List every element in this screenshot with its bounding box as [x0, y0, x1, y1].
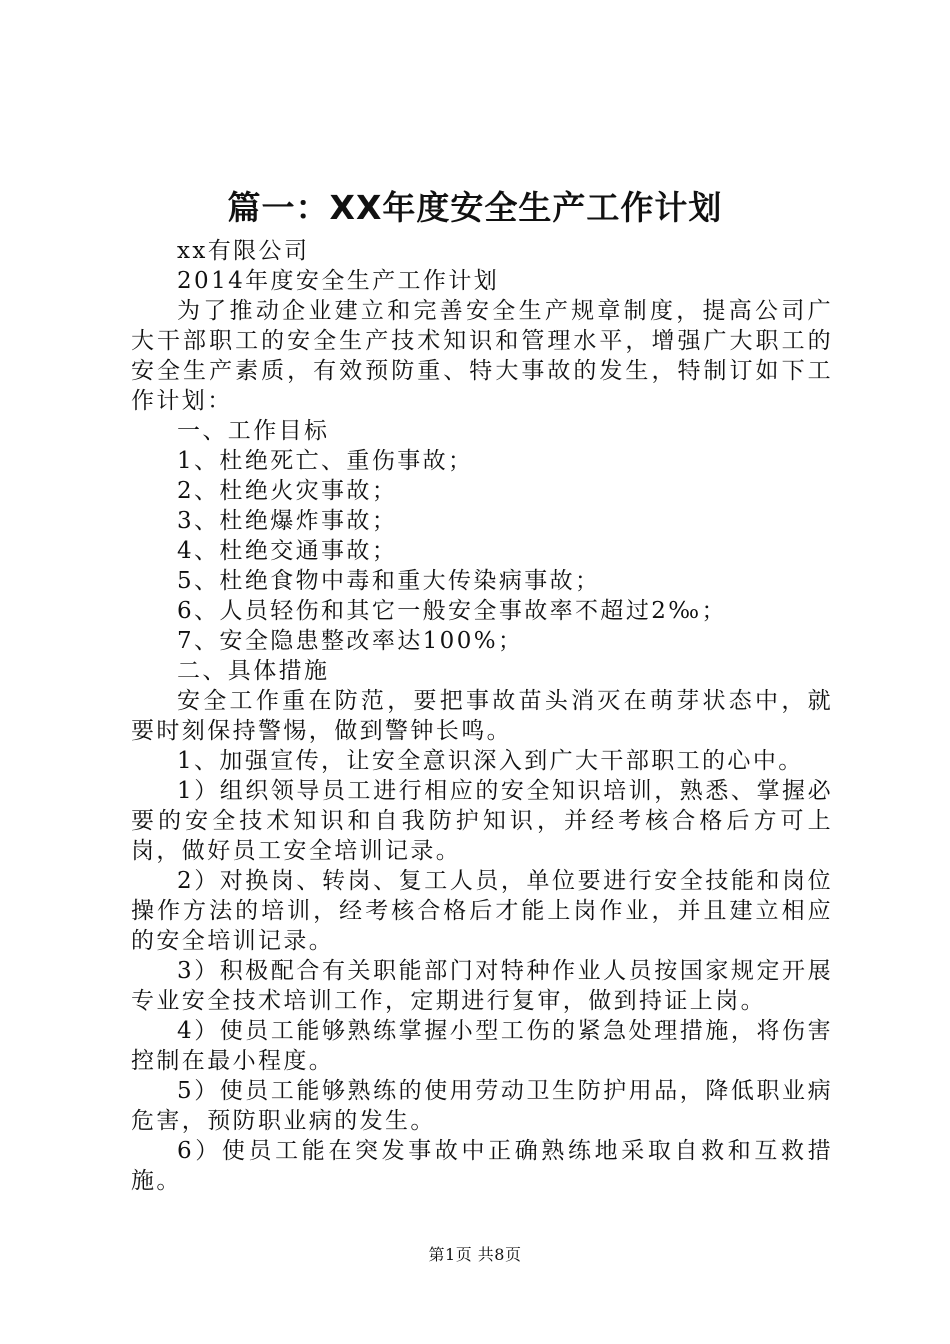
goal-item: 5、杜绝食物中毒和重大传染病事故；: [177, 568, 601, 594]
goal-item: 1、杜绝死亡、重伤事故；: [177, 448, 474, 474]
measure-item: 4）使员工能够熟练掌握小型工伤的紧急处理措施，将伤害控制在最小程度。: [131, 1018, 833, 1074]
goal-item: 4、杜绝交通事故；: [177, 538, 398, 564]
document-body: [131, 236, 833, 1196]
company-name: xx有限公司: [177, 238, 310, 264]
measure-item: 1）组织领导员工进行相应的安全知识培训，熟悉、掌握必要的安全技术知识和自我防护知识，并经考核合格后方可上岗，做好员工安全培训记录。: [131, 778, 833, 864]
page-footer: 第1页 共8页: [428, 1245, 522, 1264]
measure-item: 2）对换岗、转岗、复工人员，单位要进行安全技能和岗位操作方法的培训，经考核合格后才能上岗作业，并且建立相应的安全培训记录。: [131, 868, 833, 954]
document-title: 篇一：XX年度安全生产工作计划: [227, 188, 723, 227]
goal-item: 3、杜绝爆炸事故；: [177, 508, 398, 534]
goal-item: 6、人员轻伤和其它一般安全事故率不超过2‰；: [177, 598, 727, 624]
goal-item: 7、安全隐患整改率达100%；: [177, 628, 524, 654]
section-heading-goals: 一、工作目标: [177, 418, 330, 444]
measure-heading: 1、加强宣传，让安全意识深入到广大干部职工的心中。: [177, 748, 804, 774]
plan-subtitle: 2014年度安全生产工作计划: [177, 268, 500, 294]
intro-paragraph: 为了推动企业建立和完善安全生产规章制度，提高公司广大干部职工的安全生产技术知识和管理水平，增强广大职工的安全生产素质，有效预防重、特大事故的发生，特制订如下工作计划：: [131, 298, 833, 414]
measure-item: 5）使员工能够熟练的使用劳动卫生防护用品，降低职业病危害，预防职业病的发生。: [131, 1078, 833, 1134]
section-heading-measures: 二、具体措施: [177, 658, 330, 684]
measure-item: 3）积极配合有关职能部门对特种作业人员按国家规定开展专业安全技术培训工作，定期进行复审，做到持证上岗。: [131, 958, 833, 1014]
goal-item: 2、杜绝火灾事故；: [177, 478, 398, 504]
measure-item: 6）使员工能在突发事故中正确熟练地采取自救和互救措施。: [131, 1138, 833, 1194]
measures-intro: 安全工作重在防范，要把事故苗头消灭在萌芽状态中，就要时刻保持警惕，做到警钟长鸣。: [131, 688, 833, 744]
